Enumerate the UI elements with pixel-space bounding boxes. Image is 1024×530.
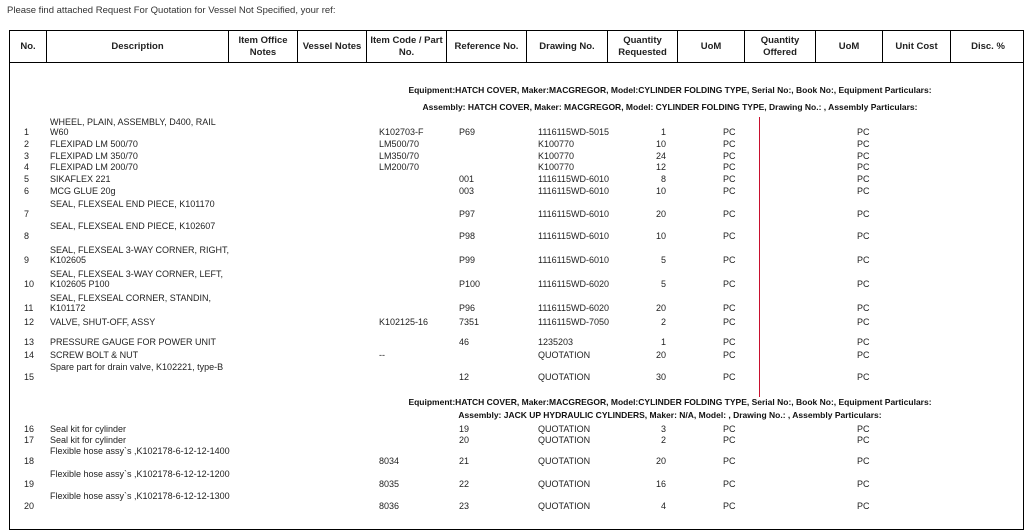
- quantity-requested: 30: [655, 372, 666, 382]
- uom: PC: [723, 209, 736, 219]
- uom: PC: [723, 279, 736, 289]
- uom: PC: [723, 479, 736, 489]
- uom: PC: [723, 317, 736, 327]
- drawing-no: 1116115WD-6010: [538, 174, 610, 184]
- uom: PC: [723, 424, 736, 434]
- quantity-requested: 8: [660, 174, 666, 184]
- quantity-requested: 3: [660, 424, 666, 434]
- item-description: FLEXIPAD LM 500/70: [50, 139, 138, 149]
- reference-no: 12: [459, 372, 470, 382]
- uom-offered: PC: [857, 337, 870, 347]
- header-no: No.: [10, 31, 47, 62]
- uom-offered: PC: [857, 303, 870, 313]
- header-uom-offered: UoM: [816, 31, 883, 62]
- uom-offered: PC: [857, 174, 870, 184]
- equipment-line: Equipment:HATCH COVER, Maker:MACGREGOR, Model:CYLINDER FOLDING TYPE, Serial No:, Book No:, Equipment Particulars:: [408, 85, 932, 95]
- row-number: 1: [24, 127, 30, 137]
- quantity-requested: 5: [660, 279, 666, 289]
- quantity-requested: 20: [655, 456, 666, 466]
- rfq-table: [9, 30, 1024, 530]
- item-description: SEAL, FLEXSEAL END PIECE, K101170: [50, 199, 215, 209]
- drawing-no: K100770: [538, 151, 575, 161]
- uom: PC: [723, 501, 736, 511]
- row-number: 11: [24, 303, 34, 313]
- assembly-line: Assembly: HATCH COVER, Maker: MACGREGOR, Model: CYLINDER FOLDING TYPE, Drawing No.: , Assembly Particulars:: [422, 102, 918, 112]
- uom: PC: [723, 372, 736, 382]
- header-reference-no: Reference No.: [447, 31, 527, 62]
- uom: PC: [723, 255, 736, 265]
- reference-no: P96: [459, 303, 476, 313]
- uom: PC: [723, 435, 736, 445]
- item-description: Flexible hose assy`s ,K102178-6-12-12-1200: [50, 469, 230, 479]
- drawing-no: 1116115WD-6020: [538, 303, 610, 313]
- item-code: 8034: [379, 456, 400, 466]
- header-quantity-offered: Quantity Offered: [745, 31, 816, 62]
- row-number: 4: [24, 162, 30, 172]
- uom-offered: PC: [857, 127, 870, 137]
- quantity-requested: 1: [660, 127, 666, 137]
- uom-offered: PC: [857, 209, 870, 219]
- item-description: FLEXIPAD LM 350/70: [50, 151, 138, 161]
- row-number: 3: [24, 151, 30, 161]
- equipment-line: Equipment:HATCH COVER, Maker:MACGREGOR, Model:CYLINDER FOLDING TYPE, Serial No:, Book No:, Equipment Particulars:: [408, 397, 932, 407]
- row-number: 19: [24, 479, 35, 489]
- uom: PC: [723, 231, 736, 241]
- item-description: VALVE, SHUT-OFF, ASSY: [50, 317, 156, 327]
- header-vessel-notes: Vessel Notes: [298, 31, 367, 62]
- reference-no: 23: [459, 501, 470, 511]
- row-number: 5: [24, 174, 30, 184]
- reference-no: P99: [459, 255, 476, 265]
- item-code: 8036: [379, 501, 400, 511]
- header-disc: Disc. %: [971, 40, 1005, 52]
- column-divider-line: [759, 117, 760, 397]
- uom: PC: [723, 303, 736, 313]
- item-description: SCREW BOLT & NUT: [50, 350, 139, 360]
- uom: PC: [723, 174, 736, 184]
- uom-offered: PC: [857, 424, 870, 434]
- item-code: LM200/70: [379, 162, 420, 172]
- drawing-no: QUOTATION: [538, 456, 591, 466]
- uom: PC: [723, 186, 736, 196]
- reference-no: 003: [459, 186, 475, 196]
- item-description: WHEEL, PLAIN, ASSEMBLY, D400, RAIL W60: [50, 117, 216, 137]
- reference-no: 7351: [459, 317, 480, 327]
- uom: PC: [723, 151, 736, 161]
- row-number: 8: [24, 231, 30, 241]
- reference-no: P100: [459, 279, 481, 289]
- uom-offered: PC: [857, 151, 870, 161]
- drawing-no: QUOTATION: [538, 372, 591, 382]
- item-code: 8035: [379, 479, 400, 489]
- reference-no: 001: [459, 174, 475, 184]
- uom-offered: PC: [857, 162, 870, 172]
- uom-offered: PC: [857, 279, 870, 289]
- uom-offered: PC: [857, 255, 870, 265]
- header-uom: UoM: [678, 31, 745, 62]
- quantity-requested: 16: [655, 479, 666, 489]
- item-description: Flexible hose assy`s ,K102178-6-12-12-1300: [50, 491, 230, 501]
- row-number: 7: [24, 209, 30, 219]
- row-number: 9: [24, 255, 30, 265]
- item-description: SEAL, FLEXSEAL 3-WAY CORNER, LEFT, K102605 P100: [50, 269, 224, 289]
- quantity-requested: 1: [660, 337, 666, 347]
- uom-offered: PC: [857, 479, 870, 489]
- drawing-no: K100770: [538, 162, 575, 172]
- reference-no: 19: [459, 424, 470, 434]
- quantity-requested: 2: [660, 435, 666, 445]
- uom: PC: [723, 337, 736, 347]
- drawing-no: 1116115WD-6010: [538, 209, 610, 219]
- reference-no: P98: [459, 231, 476, 241]
- item-code: LM500/70: [379, 139, 420, 149]
- item-description: Spare part for drain valve, K102221, type-B: [50, 362, 224, 372]
- row-number: 13: [24, 337, 35, 347]
- uom-offered: PC: [857, 372, 870, 382]
- row-number: 16: [24, 424, 35, 434]
- uom-offered: PC: [857, 231, 870, 241]
- item-description: Seal kit for cylinder: [50, 424, 127, 434]
- table-header: [10, 31, 1024, 63]
- drawing-no: QUOTATION: [538, 350, 591, 360]
- quantity-requested: 12: [655, 162, 666, 172]
- quantity-requested: 20: [655, 303, 666, 313]
- row-number: 18: [24, 456, 35, 466]
- drawing-no: QUOTATION: [538, 435, 591, 445]
- quantity-requested: 24: [655, 151, 666, 161]
- header-unit-cost: Unit Cost: [883, 31, 951, 62]
- drawing-no: QUOTATION: [538, 479, 591, 489]
- uom: PC: [723, 139, 736, 149]
- uom: PC: [723, 456, 736, 466]
- drawing-no: QUOTATION: [538, 424, 591, 434]
- assembly-line: Assembly: JACK UP HYDRAULIC CYLINDERS, Maker: N/A, Model: , Drawing No.: , Assembly Particulars:: [458, 410, 882, 420]
- item-description: FLEXIPAD LM 200/70: [50, 162, 138, 172]
- drawing-no: 1116115WD-7050: [538, 317, 610, 327]
- drawing-no: QUOTATION: [538, 501, 591, 511]
- drawing-no: 1116115WD-6010: [538, 231, 610, 241]
- item-code: LM350/70: [379, 151, 420, 161]
- item-description: SEAL, FLEXSEAL 3-WAY CORNER, RIGHT, K102605: [50, 245, 230, 265]
- item-description: MCG GLUE 20g: [50, 186, 116, 196]
- quantity-requested: 5: [660, 255, 666, 265]
- reference-no: 46: [459, 337, 470, 347]
- reference-no: P69: [459, 127, 476, 137]
- intro-text: Please find attached Request For Quotation for Vessel Not Specified, your ref:: [7, 5, 336, 16]
- uom-offered: PC: [857, 186, 870, 196]
- uom-offered: PC: [857, 139, 870, 149]
- row-number: 14: [24, 350, 35, 360]
- uom-offered: PC: [857, 501, 870, 511]
- item-code: --: [379, 350, 385, 360]
- uom-offered: PC: [857, 456, 870, 466]
- uom-offered: PC: [857, 435, 870, 445]
- item-description: PRESSURE GAUGE FOR POWER UNIT: [50, 337, 217, 347]
- drawing-no: 1116115WD-5015: [538, 127, 610, 137]
- quantity-requested: 20: [655, 209, 666, 219]
- item-description: SEAL, FLEXSEAL END PIECE, K102607: [50, 221, 216, 231]
- item-code: K102703-F: [379, 127, 424, 137]
- uom: PC: [723, 127, 736, 137]
- header-item-office-notes: Item Office Notes: [229, 31, 298, 62]
- item-code: K102125-16: [379, 317, 429, 327]
- uom: PC: [723, 162, 736, 172]
- item-description: SEAL, FLEXSEAL CORNER, STANDIN, K101172: [50, 293, 212, 313]
- uom-offered: PC: [857, 317, 870, 327]
- uom-offered: PC: [857, 350, 870, 360]
- reference-no: P97: [459, 209, 476, 219]
- header-description: Description: [47, 31, 229, 62]
- quantity-requested: 10: [655, 231, 666, 241]
- drawing-no: 1116115WD-6020: [538, 279, 610, 289]
- header-quantity-requested: Quantity Requested: [608, 31, 678, 62]
- row-number: 6: [24, 186, 30, 196]
- uom: PC: [723, 350, 736, 360]
- header-item-code: Item Code / Part No.: [367, 31, 447, 62]
- drawing-no: 1235203: [538, 337, 574, 347]
- drawing-no: K100770: [538, 139, 575, 149]
- quantity-requested: 20: [655, 350, 666, 360]
- row-number: 15: [24, 372, 35, 382]
- drawing-no: 1116115WD-6010: [538, 186, 610, 196]
- reference-no: 20: [459, 435, 470, 445]
- row-number: 10: [24, 279, 35, 289]
- row-number: 2: [24, 139, 30, 149]
- row-number: 12: [24, 317, 35, 327]
- reference-no: 22: [459, 479, 470, 489]
- item-description: SIKAFLEX 221: [50, 174, 111, 184]
- row-number: 17: [24, 435, 35, 445]
- quantity-requested: 2: [660, 317, 666, 327]
- quantity-requested: 10: [655, 139, 666, 149]
- drawing-no: 1116115WD-6010: [538, 255, 610, 265]
- header-drawing-no: Drawing No.: [527, 31, 608, 62]
- item-description: Seal kit for cylinder: [50, 435, 127, 445]
- quantity-requested: 10: [655, 186, 666, 196]
- quantity-requested: 4: [660, 501, 666, 511]
- reference-no: 21: [459, 456, 470, 466]
- row-number: 20: [24, 501, 35, 511]
- item-description: Flexible hose assy`s ,K102178-6-12-12-1400: [50, 446, 230, 456]
